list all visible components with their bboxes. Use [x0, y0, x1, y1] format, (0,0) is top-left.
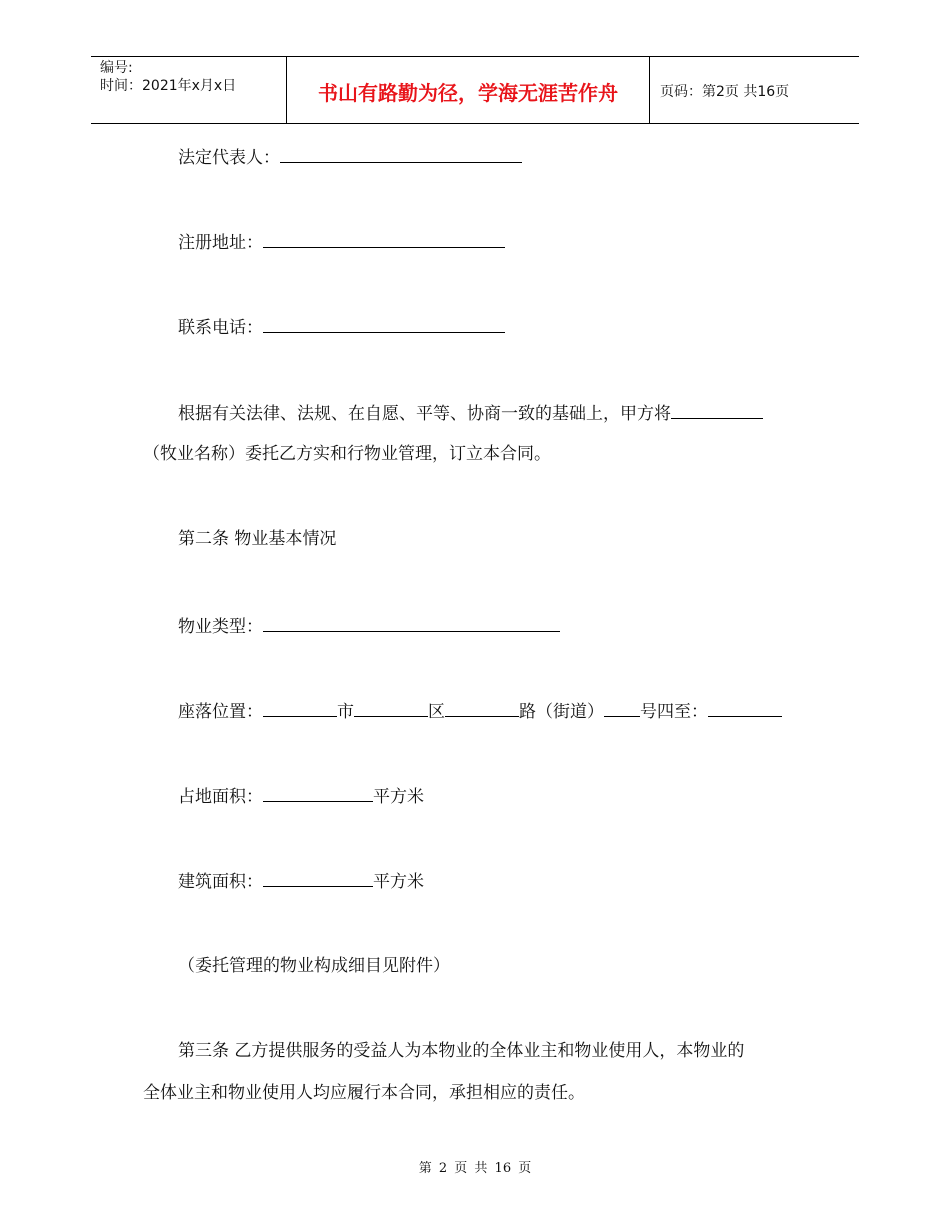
attachment-note: （委托管理的物业构成细目见附件） — [178, 956, 450, 976]
para1-text-b: （牧业名称）委托乙方实和行物业管理，订立本合同。 — [143, 444, 551, 464]
location-number: 号四至： — [640, 702, 708, 722]
location-line — [178, 699, 782, 723]
build-area-blank[interactable] — [263, 869, 373, 887]
land-area-unit: 平方米 — [373, 787, 424, 807]
build-area-unit: 平方米 — [373, 872, 424, 892]
article3-line-a: 第三条 乙方提供服务的受益人为本物业的全体业主和物业使用人，本物业的 — [178, 1041, 745, 1061]
page-footer: 第 2 页 共 16 页 — [418, 1161, 532, 1176]
page-header — [91, 56, 859, 124]
property-name-blank[interactable] — [671, 401, 763, 419]
boundary-blank[interactable] — [708, 699, 782, 717]
article2-heading: 第二条 物业基本情况 — [178, 529, 337, 549]
reg-address-label: 注册地址： — [178, 233, 263, 253]
reg-address-blank[interactable] — [263, 230, 505, 248]
legal-rep-line — [178, 145, 522, 169]
number-blank[interactable] — [604, 699, 640, 717]
land-area-blank[interactable] — [263, 784, 373, 802]
legal-rep-blank[interactable] — [280, 145, 522, 163]
location-district: 区 — [428, 702, 445, 722]
land-area-label: 占地面积： — [178, 787, 263, 807]
article3-line-b: 全体业主和物业使用人均应履行本合同，承担相应的责任。 — [143, 1083, 585, 1103]
build-area-label: 建筑面积： — [178, 872, 263, 892]
header-page-info: 页码：第2页 共16页 — [660, 84, 790, 100]
phone-blank[interactable] — [263, 315, 505, 333]
district-blank[interactable] — [354, 699, 428, 717]
para1-line-b — [143, 443, 551, 465]
para1-line-a — [178, 401, 763, 425]
header-time: 时间：2021年x月x日 — [100, 78, 237, 94]
header-meta — [91, 57, 287, 123]
phone-label: 联系电话： — [178, 318, 263, 338]
prop-type-blank[interactable] — [263, 614, 560, 632]
road-blank[interactable] — [445, 699, 519, 717]
reg-address-line — [178, 230, 505, 254]
land-area-line — [178, 784, 424, 808]
prop-type-label: 物业类型： — [178, 617, 263, 637]
phone-line — [178, 315, 505, 339]
header-slogan: 书山有路勤为径，学海无涯苦作舟 — [287, 57, 650, 123]
header-number-label: 编号: — [100, 60, 133, 76]
prop-type-line — [178, 614, 560, 638]
location-road: 路（街道） — [519, 702, 604, 722]
location-city: 市 — [337, 702, 354, 722]
city-blank[interactable] — [263, 699, 337, 717]
para1-text-a: 根据有关法律、法规、在自愿、平等、协商一致的基础上，甲方将 — [178, 404, 671, 424]
build-area-line — [178, 869, 424, 893]
legal-rep-label: 法定代表人： — [178, 148, 280, 168]
location-label: 座落位置： — [178, 702, 263, 722]
